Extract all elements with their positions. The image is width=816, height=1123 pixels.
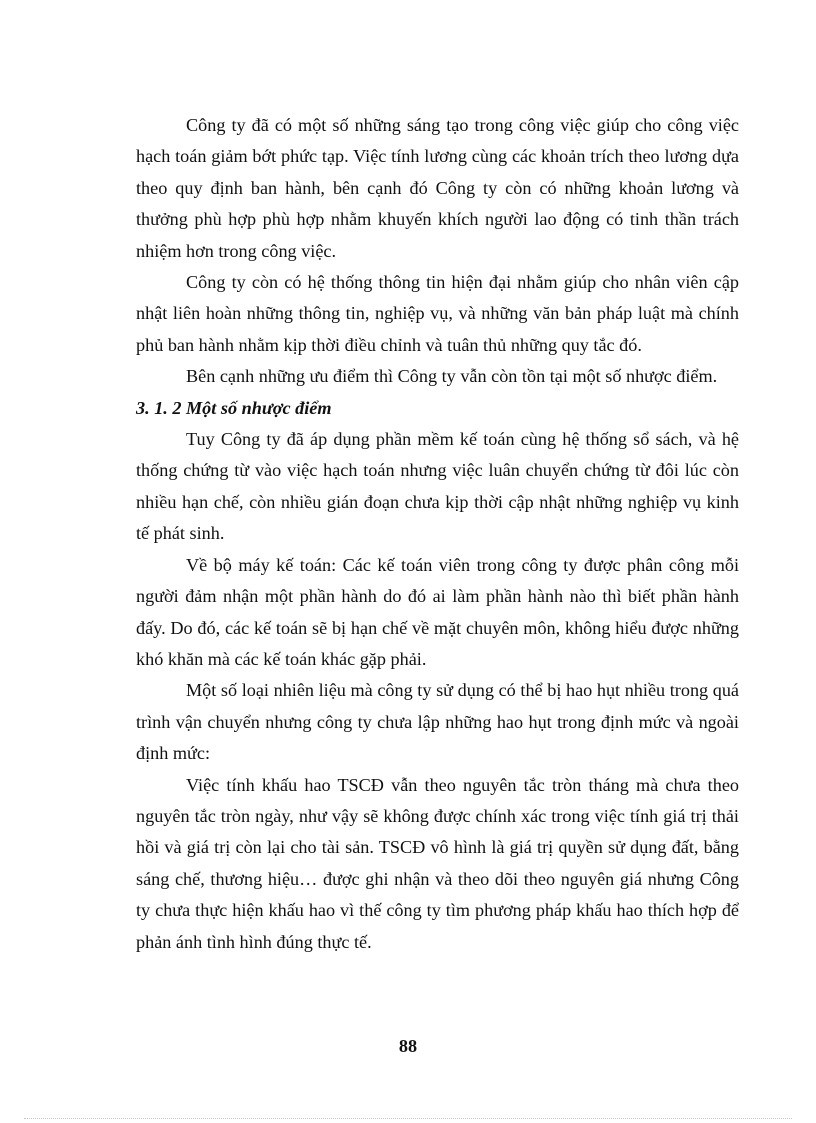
paragraph: Việc tính khấu hao TSCĐ vẫn theo nguyên tắc tròn tháng mà chưa theo nguyên tắc tròn ngày, như vậy sẽ không được chính xác trong việc tính giá trị thải hồi và giá trị còn lại cho tài sản. TSCĐ vô hình là giá trị quyền sử dụng đất, bằng sáng chế, thương hiệu… được ghi nhận và theo dõi theo nguyên giá nhưng Công ty chưa thực hiện khấu hao vì thế công ty tìm phương pháp khấu hao thích hợp để phản ánh tình hình đúng thực tế.	[136, 774, 739, 952]
body-text	[136, 110, 739, 958]
paragraph: Một số loại nhiên liệu mà công ty sử dụng có thể bị hao hụt nhiều trong quá trình vận chuyển nhưng công ty chưa lập những hao hụt trong định mức và ngoài định mức:	[136, 680, 739, 764]
paragraph: Công ty đã có một số những sáng tạo trong công việc giúp cho công việc hạch toán giảm bớt phức tạp. Việc tính lương cùng các khoản trích theo lương dựa theo quy định ban hành, bên cạnh đó Công ty còn có những khoản lương và thưởng phù hợp phù hợp nhằm khuyến khích người lao động có tinh thần trách nhiệm hơn trong công việc.	[136, 115, 739, 261]
paragraph: Tuy Công ty đã áp dụng phần mềm kế toán cùng hệ thống sổ sách, và hệ thống chứng từ vào việc hạch toán nhưng việc luân chuyển chứng từ đôi lúc còn nhiều hạn chế, còn nhiều gián đoạn chưa kịp thời cập nhật những nghiệp vụ kinh tế phát sinh.	[136, 429, 739, 544]
paragraph: Về bộ máy kế toán: Các kế toán viên trong công ty được phân công mỗi người đảm nhận một phần hành do đó ai làm phần hành nào thì biết phần hành đấy. Do đó, các kế toán sẽ bị hạn chế về mặt chuyên môn, không hiểu được những khó khăn mà các kế toán khác gặp phải.	[136, 554, 739, 669]
paragraph: Bên cạnh những ưu điểm thì Công ty vẫn còn tồn tại một số nhược điểm.	[186, 366, 718, 387]
section-heading: 3. 1. 2 Một số nhược điểm	[136, 397, 332, 418]
page-number: 88	[398, 1036, 418, 1056]
paragraph: Công ty còn có hệ thống thông tin hiện đại nhằm giúp cho nhân viên cập nhật liên hoàn những thông tin, nghiệp vụ, và những văn bản pháp luật mà chính phủ ban hành nhằm kịp thời điều chỉnh và tuân thủ những quy tắc đó.	[136, 272, 739, 355]
page-bottom-divider	[24, 1118, 792, 1119]
